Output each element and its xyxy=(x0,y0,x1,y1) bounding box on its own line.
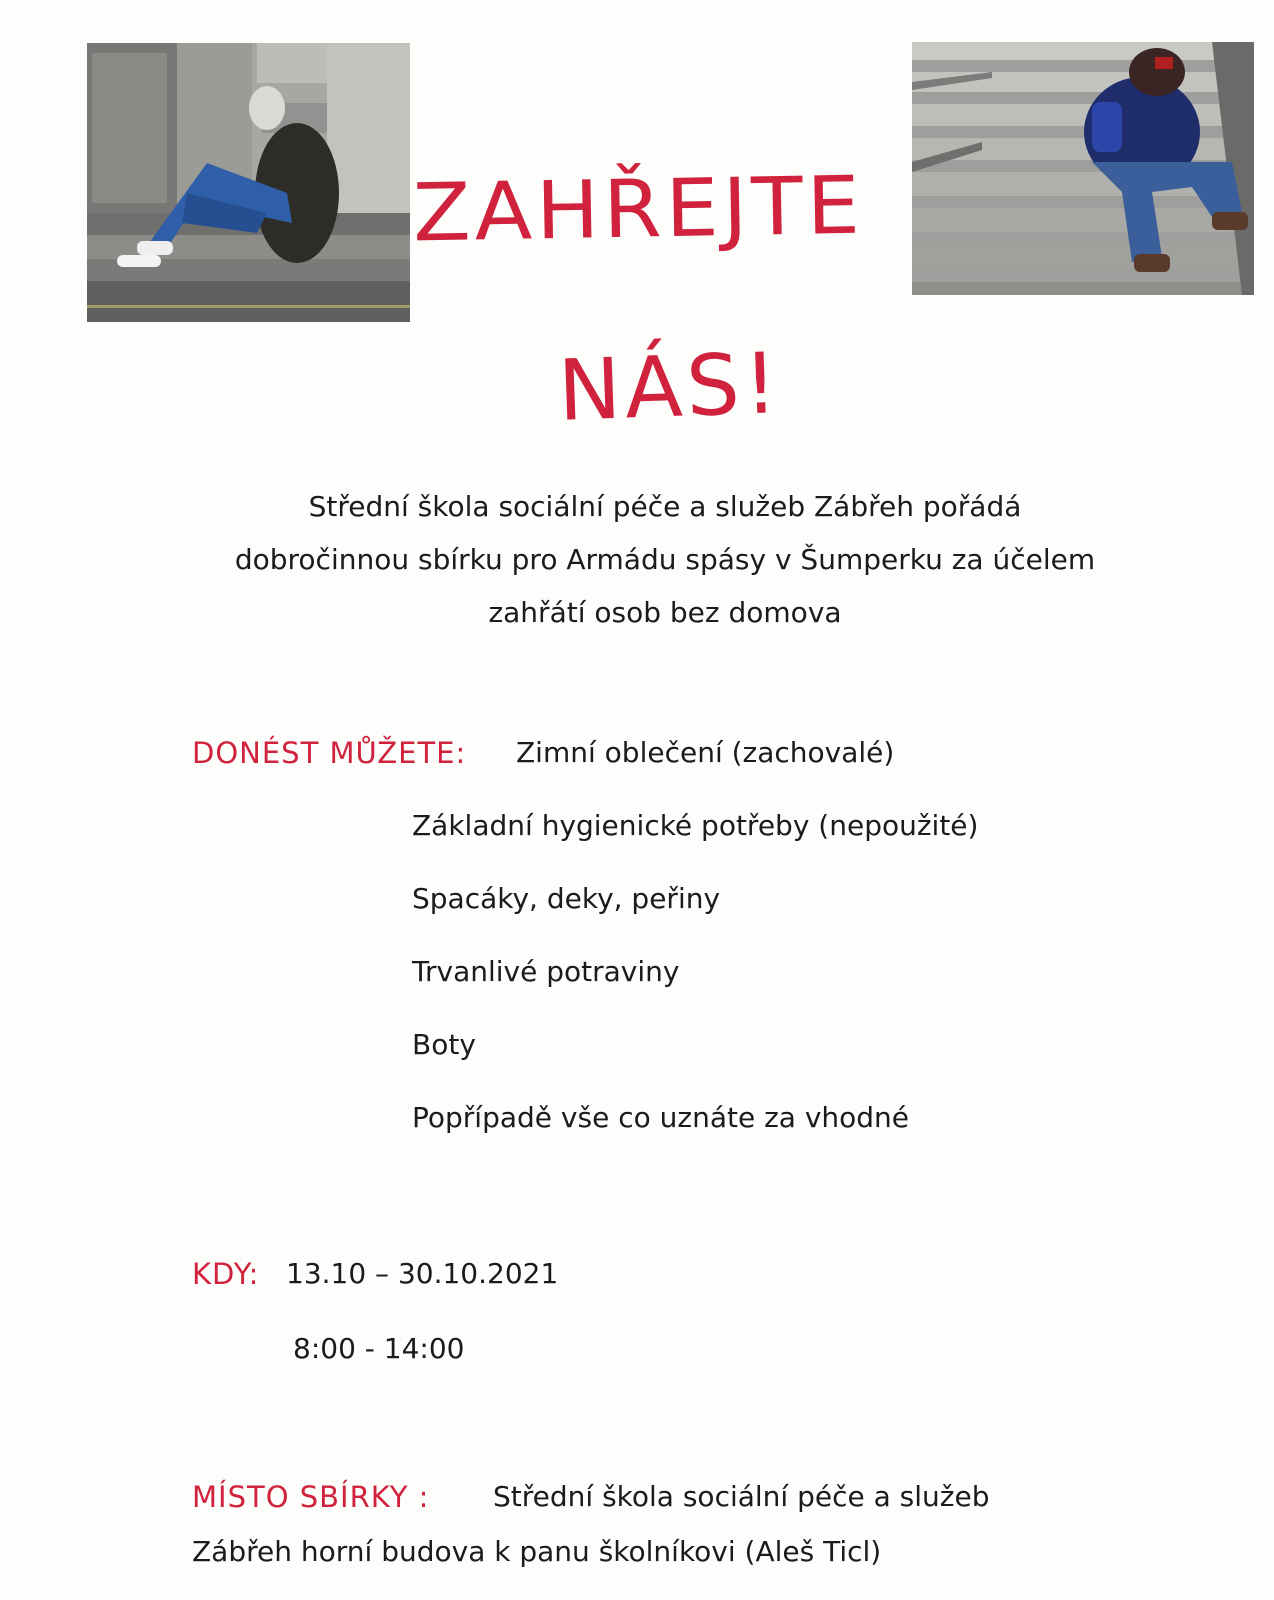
photo-person-on-stairs-right xyxy=(912,42,1254,295)
donation-item: Zimní oblečení (zachovalé) xyxy=(516,736,895,769)
donation-item: Popřípadě vše co uznáte za vhodné xyxy=(412,1101,910,1134)
collection-place-line2: Zábřeh horní budova k panu školníkovi (Aleš Ticl) xyxy=(192,1535,882,1568)
donation-item: Spacáky, deky, peřiny xyxy=(412,882,721,915)
donest-label: DONÉST MŮŽETE: xyxy=(192,736,467,770)
intro-line: dobročinnou sbírku pro Armádu spásy v Šumperku za účelem xyxy=(234,543,1096,576)
donation-item: Základní hygienické potřeby (nepoužité) xyxy=(412,809,979,842)
misto-label: MÍSTO SBÍRKY : xyxy=(192,1480,430,1514)
donation-item: Trvanlivé potraviny xyxy=(412,955,680,988)
collection-dates: 13.10 – 30.10.2021 xyxy=(286,1257,559,1290)
intro-line: Střední škola sociální péče a služeb Zábřeh pořádá xyxy=(308,490,1022,523)
page-title-line2: NÁS! xyxy=(556,334,783,440)
photo-person-on-steps-left xyxy=(87,43,410,322)
collection-time: 8:00 - 14:00 xyxy=(293,1332,465,1365)
donation-item: Boty xyxy=(412,1028,476,1061)
collection-place-line1: Střední škola sociální péče a služeb xyxy=(493,1480,990,1513)
page-title-line1: ZAHŘEJTE xyxy=(412,158,865,260)
intro-paragraph xyxy=(150,480,1180,639)
kdy-label: KDY: xyxy=(192,1257,260,1291)
intro-line: zahřátí osob bez domova xyxy=(488,596,842,629)
